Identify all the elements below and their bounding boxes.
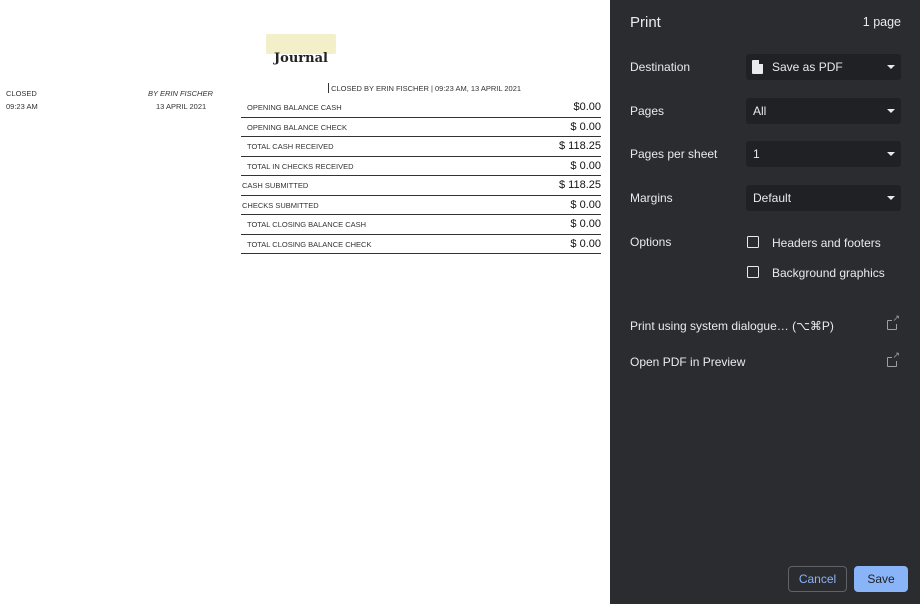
row-value: $ 118.25: [558, 140, 601, 152]
print-settings-panel: [610, 0, 920, 604]
header-divider: [328, 83, 329, 93]
row-label: TOTAL CLOSING BALANCE CASH: [247, 220, 367, 229]
row-label: CHECKS SUBMITTED: [242, 200, 319, 210]
system-dialog-link[interactable]: Print using system dialogue… (⌥⌘P): [630, 319, 834, 333]
background-graphics-label[interactable]: Background graphics: [772, 266, 885, 280]
row-value: $ 0.00: [570, 159, 601, 172]
table-row: [241, 176, 601, 196]
row-label: TOTAL CASH RECEIVED: [247, 142, 334, 151]
row-label: CASH SUBMITTED: [242, 181, 309, 190]
document-icon: [752, 60, 763, 74]
options-label: Options: [630, 235, 672, 249]
closed-date: 13 APRIL 2021: [156, 102, 207, 111]
margins-value: Default: [753, 191, 792, 205]
closed-by: BY ERIN FISCHER: [148, 89, 213, 98]
open-preview-link[interactable]: Open PDF in Preview: [630, 355, 746, 369]
journal-header-text: CLOSED BY ERIN FISCHER | 09:23 AM, 13 APRIL 2021: [331, 84, 522, 93]
pages-per-sheet-value: 1: [753, 147, 760, 161]
row-value: $ 0.00: [570, 237, 601, 250]
margins-select[interactable]: [746, 185, 901, 211]
chevron-down-icon: [887, 196, 895, 200]
destination-label: Destination: [630, 60, 691, 74]
row-value: $ 0.00: [570, 218, 601, 230]
row-value: $ 0.00: [570, 198, 601, 211]
table-row: [241, 118, 601, 138]
headers-footers-checkbox[interactable]: [747, 236, 759, 248]
headers-footers-label[interactable]: Headers and footers: [772, 236, 881, 250]
margins-label: Margins: [630, 191, 673, 205]
external-link-icon[interactable]: [887, 357, 897, 367]
destination-select[interactable]: [746, 54, 901, 80]
row-label: OPENING BALANCE CASH: [247, 103, 342, 112]
chevron-down-icon: [887, 109, 895, 113]
table-row: [241, 215, 601, 235]
external-link-icon[interactable]: [887, 320, 897, 330]
save-button[interactable]: Save: [854, 566, 908, 592]
table-row: [241, 137, 601, 157]
pages-label: Pages: [630, 104, 665, 118]
journal-header: [328, 83, 521, 93]
destination-value: Save as PDF: [772, 60, 843, 74]
pages-per-sheet-label: Pages per sheet: [630, 147, 718, 161]
closed-time: 09:23 AM: [6, 102, 38, 111]
closed-label: CLOSED: [6, 89, 37, 98]
logo-text: Journal: [274, 51, 328, 66]
row-label: TOTAL IN CHECKS RECEIVED: [247, 161, 354, 171]
row-label: TOTAL CLOSING BALANCE CHECK: [247, 239, 372, 249]
chevron-down-icon: [887, 65, 895, 69]
pages-value: All: [753, 104, 767, 118]
cancel-button[interactable]: Cancel: [788, 566, 847, 592]
row-label: OPENING BALANCE CHECK: [247, 122, 348, 132]
table-row: [241, 98, 601, 118]
table-row: [241, 196, 601, 216]
panel-title: Print: [630, 14, 661, 31]
background-graphics-checkbox[interactable]: [747, 266, 759, 278]
table-row: [241, 157, 601, 177]
row-value: $ 118.25: [558, 179, 601, 191]
page-count: 1 page: [862, 15, 901, 29]
pages-per-sheet-select[interactable]: [746, 141, 901, 167]
row-value: $0.00: [573, 101, 601, 113]
pages-select[interactable]: [746, 98, 901, 124]
table-row: [241, 235, 601, 255]
journal-table: [241, 98, 601, 254]
chevron-down-icon: [887, 152, 895, 156]
row-value: $ 0.00: [570, 120, 601, 133]
